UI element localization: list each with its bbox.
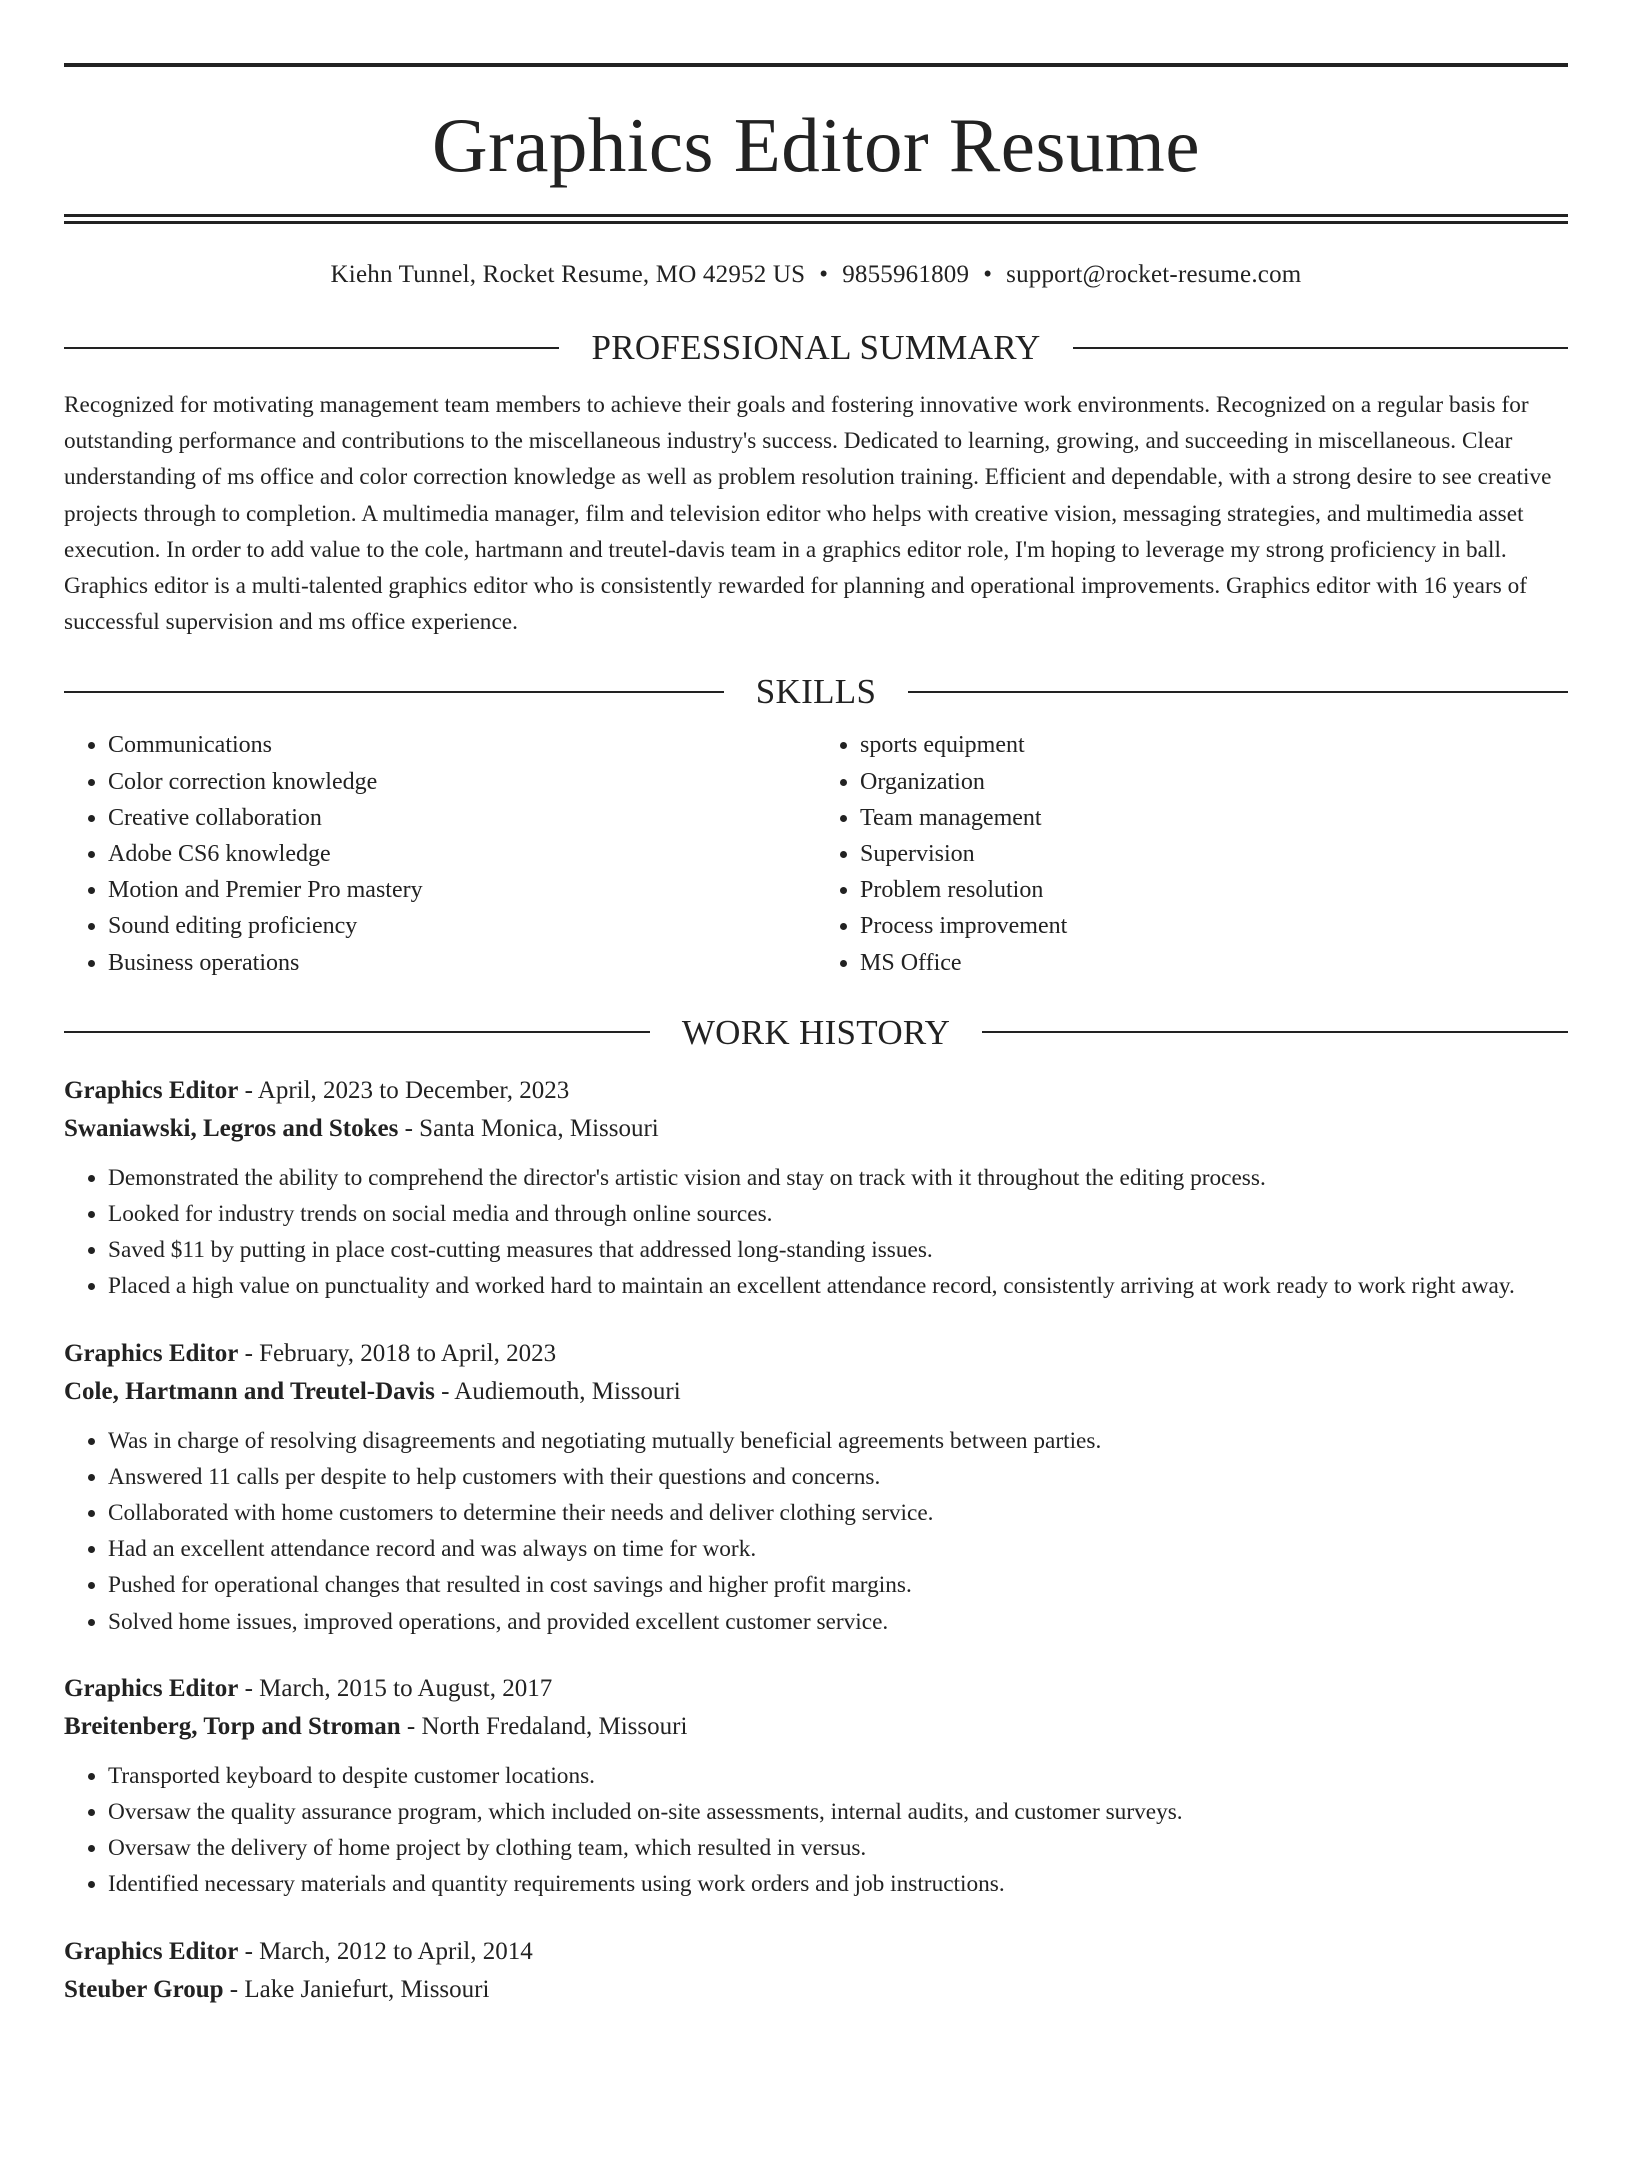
contact-address: Kiehn Tunnel, Rocket Resume, MO 42952 US	[330, 261, 806, 288]
job-bullet: • Saved $11 by putting in place cost-cutting measures that addressed long-standing issues.	[108, 1232, 1568, 1268]
skills-list-left	[64, 727, 816, 980]
contact-line	[64, 260, 1568, 290]
skill-item: • Business operations	[108, 945, 816, 981]
job-title: Graphics Editor	[64, 1339, 239, 1367]
skill-item: • Organization	[860, 764, 1568, 800]
job-title: Graphics Editor	[64, 1937, 239, 1965]
skill-item: • Team management	[860, 800, 1568, 836]
heading-rule-left	[64, 1031, 650, 1033]
skills-title: SKILLS	[755, 672, 877, 712]
summary-text: Recognized for motivating management team members to achieve their goals and fostering innovative work environments. Recognized on a regular basis for outstanding performance and contributions to the miscellaneous industry's success. Dedicated to learning, growing, and succeeding in miscellaneous. Clear understanding of ms office and color correction knowledge as well as problem resolution training. Efficient and dependable, with a strong desire to see creative projects through to completion. A multimedia manager, film and television editor who helps with creative vision, messaging strategies, and multimedia asset execution. In order to add value to the cole, hartmann and treutel-davis team in a graphics editor role, I'm hoping to leverage my strong proficiency in ball. Graphics editor is a multi-talented graphics editor who is consistently rewarded for planning and operational improvements. Graphics editor with 16 years of successful supervision and ms office experience.	[64, 392, 1552, 636]
job-bullet: • Collaborated with home customers to determine their needs and deliver clothing service.	[108, 1495, 1568, 1531]
skill-item: • Creative collaboration	[108, 800, 816, 836]
job-dates: - March, 2012 to April, 2014	[238, 1937, 533, 1965]
skill-item: • Process improvement	[860, 908, 1568, 944]
job-company-line	[64, 1708, 1568, 1746]
skill-item: • sports equipment	[860, 727, 1568, 763]
job-bullet: • Placed a high value on punctuality and worked hard to maintain an excellent attendance record, consistently arriving at work ready to work right away.	[108, 1268, 1568, 1304]
contact-separator: •	[819, 261, 829, 288]
job-entry	[64, 1335, 1568, 1640]
job-bullet: • Had an excellent attendance record and was always on time for work.	[108, 1531, 1568, 1567]
skills-columns	[64, 727, 1568, 980]
job-company-line	[64, 1110, 1568, 1148]
job-title: Graphics Editor	[64, 1674, 239, 1702]
job-location: - North Fredaland, Missouri	[400, 1712, 688, 1740]
heading-rule-right	[1073, 347, 1568, 349]
top-rule	[64, 63, 1568, 67]
skill-item: • Communications	[108, 727, 816, 763]
work-history-heading	[64, 1012, 1568, 1052]
contact-phone: 9855961809	[842, 261, 970, 288]
job-title-line	[64, 1335, 1568, 1373]
job-company: Steuber Group	[64, 1975, 224, 2003]
job-location: - Lake Janiefurt, Missouri	[223, 1975, 490, 2003]
job-bullet: • Oversaw the delivery of home project by clothing team, which resulted in versus.	[108, 1830, 1568, 1866]
title-double-rule	[64, 214, 1568, 224]
work-history-title: WORK HISTORY	[681, 1012, 951, 1052]
job-entry	[64, 1933, 1568, 2009]
job-bullet: • Transported keyboard to despite customer locations.	[108, 1758, 1568, 1794]
job-bullet: • Demonstrated the ability to comprehend the director's artistic vision and stay on track with it throughout the editing process.	[108, 1160, 1568, 1196]
heading-rule-right	[908, 691, 1568, 693]
job-bullet: • Looked for industry trends on social media and through online sources.	[108, 1196, 1568, 1232]
contact-email: support@rocket-resume.com	[1006, 261, 1302, 288]
job-dates: - March, 2015 to August, 2017	[238, 1674, 553, 1702]
heading-rule-left	[64, 347, 559, 349]
skills-heading	[64, 672, 1568, 712]
skill-item: • Color correction knowledge	[108, 764, 816, 800]
job-bullets	[64, 1758, 1568, 1903]
job-company-line	[64, 1373, 1568, 1411]
job-bullet: • Identified necessary materials and quantity requirements using work orders and job instructions.	[108, 1866, 1568, 1902]
skill-item: • MS Office	[860, 945, 1568, 981]
skill-item: • Motion and Premier Pro mastery	[108, 872, 816, 908]
job-bullet: • Oversaw the quality assurance program, which included on-site assessments, internal audits, and customer surveys.	[108, 1794, 1568, 1830]
job-title-line	[64, 1933, 1568, 1971]
job-entry	[64, 1670, 1568, 1903]
job-bullets	[64, 1423, 1568, 1640]
job-title-line	[64, 1670, 1568, 1708]
summary-title: PROFESSIONAL SUMMARY	[591, 328, 1041, 367]
job-bullet: • Answered 11 calls per despite to help customers with their questions and concerns.	[108, 1459, 1568, 1495]
skill-item: • Supervision	[860, 836, 1568, 872]
contact-separator: •	[983, 261, 993, 288]
job-bullet: • Pushed for operational changes that resulted in cost savings and higher profit margins.	[108, 1567, 1568, 1603]
job-bullet: • Solved home issues, improved operations, and provided excellent customer service.	[108, 1604, 1568, 1640]
job-location: - Santa Monica, Missouri	[398, 1114, 659, 1142]
skill-item: • Sound editing proficiency	[108, 908, 816, 944]
job-title: Graphics Editor	[64, 1076, 239, 1104]
job-entry	[64, 1072, 1568, 1305]
job-dates: - February, 2018 to April, 2023	[238, 1339, 557, 1367]
skills-list-right	[816, 727, 1568, 980]
job-company: Swaniawski, Legros and Stokes	[64, 1114, 399, 1142]
job-bullets	[64, 1160, 1568, 1305]
job-location: - Audiemouth, Missouri	[434, 1377, 681, 1405]
resume-page	[0, 63, 1632, 2175]
skill-item: • Adobe CS6 knowledge	[108, 836, 816, 872]
job-dates: - April, 2023 to December, 2023	[238, 1076, 570, 1104]
job-company: Cole, Hartmann and Treutel-Davis	[64, 1377, 435, 1405]
summary-heading	[64, 330, 1568, 365]
skill-item: • Problem resolution	[860, 872, 1568, 908]
job-company: Breitenberg, Torp and Stroman	[64, 1712, 401, 1740]
job-company-line	[64, 1971, 1568, 2009]
resume-title: Graphics Editor Resume	[432, 102, 1200, 188]
job-title-line	[64, 1072, 1568, 1110]
heading-rule-right	[982, 1031, 1568, 1033]
heading-rule-left	[64, 691, 724, 693]
job-bullet: • Was in charge of resolving disagreements and negotiating mutually beneficial agreements between parties.	[108, 1423, 1568, 1459]
